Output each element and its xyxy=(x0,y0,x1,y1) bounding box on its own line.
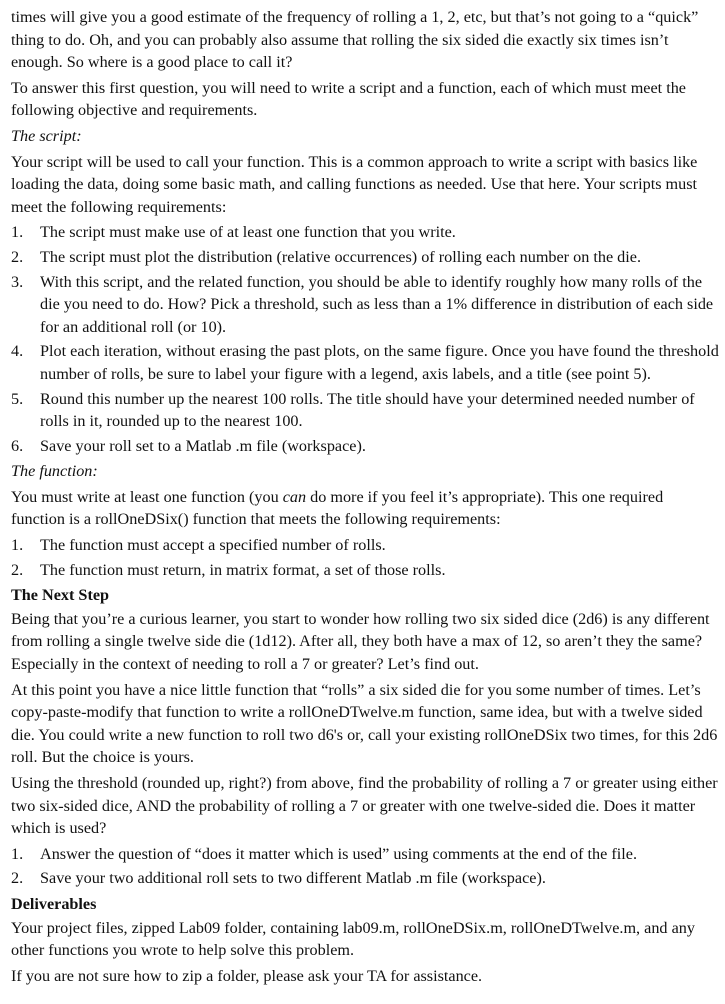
list-item xyxy=(11,388,719,433)
intro-paragraph-2: To answer this first question, you will need to write a script and a function, each of which must meet the following objective and requirements. xyxy=(11,78,686,120)
list-item-number: 4. xyxy=(11,342,24,361)
intro-paragraph-1: times will give you a good estimate of the frequency of rolling a 1, 2, etc, but that’s not going to a “quick” thing to do. Oh, and you can probably also assume that rolling the six sided die exactly six times isn’t enough. So where is a good place to call it? xyxy=(11,8,699,72)
list-item xyxy=(11,246,719,269)
script-paragraph: Your script will be used to call your function. This is a common approach to write a script with basics like loading the data, doing some basic math, and calling functions as needed. Use that here. Your scripts must meet the following requirements: xyxy=(11,152,698,216)
function-paragraph-start: You must write at least one function (you xyxy=(11,487,283,506)
list-item-number: 2. xyxy=(11,560,24,579)
deliverables-paragraph-1: Your project files, zipped Lab09 folder, containing lab09.m, rollOneDSix.m, rollOneDTwelve.m, and any other functions you wrote to help solve this problem. xyxy=(11,918,695,960)
list-item-text: The script must plot the distribution (relative occurrences) of rolling each number on the die. xyxy=(40,247,642,266)
list-item-text: Answer the question of “does it matter which is used” using comments at the end of the file. xyxy=(40,844,637,863)
list-item-number: 1. xyxy=(11,844,24,863)
next-step-heading: The Next Step xyxy=(11,586,110,605)
deliverables-paragraph-2: If you are not sure how to zip a folder, please ask your TA for assistance. xyxy=(11,966,483,985)
list-item xyxy=(11,843,719,866)
list-item-number: 5. xyxy=(11,389,24,408)
list-item-number: 2. xyxy=(11,869,24,888)
list-item-text: Round this number up the nearest 100 rolls. The title should have your determined needed number of rolls in it, rounded up to the nearest 100. xyxy=(40,389,695,431)
function-paragraph-emphasis: can xyxy=(282,487,307,506)
next-step-list xyxy=(11,843,719,890)
list-item xyxy=(11,534,719,557)
function-paragraph-end: do more if you feel it’s appropriate). This one required function is a rollOneDSix() function that meets the following requirements: xyxy=(11,487,664,529)
document-page xyxy=(11,6,719,990)
list-item-text: With this script, and the related function, you should be able to identify roughly how many rolls of the die you need to do. How? Pick a threshold, such as less than a 1% difference in distribution of each side for an additional roll (or 10). xyxy=(40,272,714,336)
next-step-paragraph-1: Being that you’re a curious learner, you start to wonder how rolling two six sided dice (2d6) is any different from rolling a single twelve side die (1d12). After all, they both have a max of 12, so aren’t they the same? Especially in the context of needing to roll a 7 or greater? Let’s find out. xyxy=(11,609,710,674)
next-step-paragraph-3: Using the threshold (rounded up, right?) from above, find the probability of rolling a 7 or greater using either two six-sided dice, AND the probability of rolling a 7 or greater with one twelve-sided die. Does it matter which is used? xyxy=(11,774,718,838)
function-paragraph xyxy=(11,486,719,531)
list-item xyxy=(11,271,719,339)
script-heading: The script: xyxy=(11,126,82,145)
list-item-text: Save your roll set to a Matlab .m file (workspace). xyxy=(40,436,366,455)
script-requirements-list xyxy=(11,221,719,457)
list-item xyxy=(11,221,719,244)
list-item xyxy=(11,435,719,458)
list-item xyxy=(11,559,719,582)
list-item xyxy=(11,340,719,385)
list-item-text: The script must make use of at least one function that you write. xyxy=(40,223,456,242)
list-item-text: The function must return, in matrix format, a set of those rolls. xyxy=(40,560,446,579)
list-item-number: 6. xyxy=(11,436,24,455)
list-item-number: 1. xyxy=(11,536,24,555)
list-item-number: 3. xyxy=(11,272,24,291)
deliverables-heading: Deliverables xyxy=(11,894,97,913)
list-item-text: The function must accept a specified number of rolls. xyxy=(40,536,386,555)
function-requirements-list xyxy=(11,534,719,581)
list-item-text: Save your two additional roll sets to two different Matlab .m file (workspace). xyxy=(40,869,546,888)
list-item-number: 1. xyxy=(11,223,24,242)
list-item-number: 2. xyxy=(11,247,24,266)
list-item xyxy=(11,867,719,890)
function-heading: The function: xyxy=(11,462,98,481)
next-step-paragraph-2: At this point you have a nice little function that “rolls” a six sided die for you some number of times. Let’s copy-paste-modify that function to write a rollOneDTwelve.m function, same idea, but with a twelve sided die. You could write a new function to roll two d6's or, call your existing rollOneDSix two times, for this 2d6 roll. But the choice is yours. xyxy=(11,680,718,767)
list-item-text: Plot each iteration, without erasing the past plots, on the same figure. Once you have found the threshold number of rolls, be sure to label your figure with a legend, axis labels, and a title (see point 5). xyxy=(40,342,719,383)
